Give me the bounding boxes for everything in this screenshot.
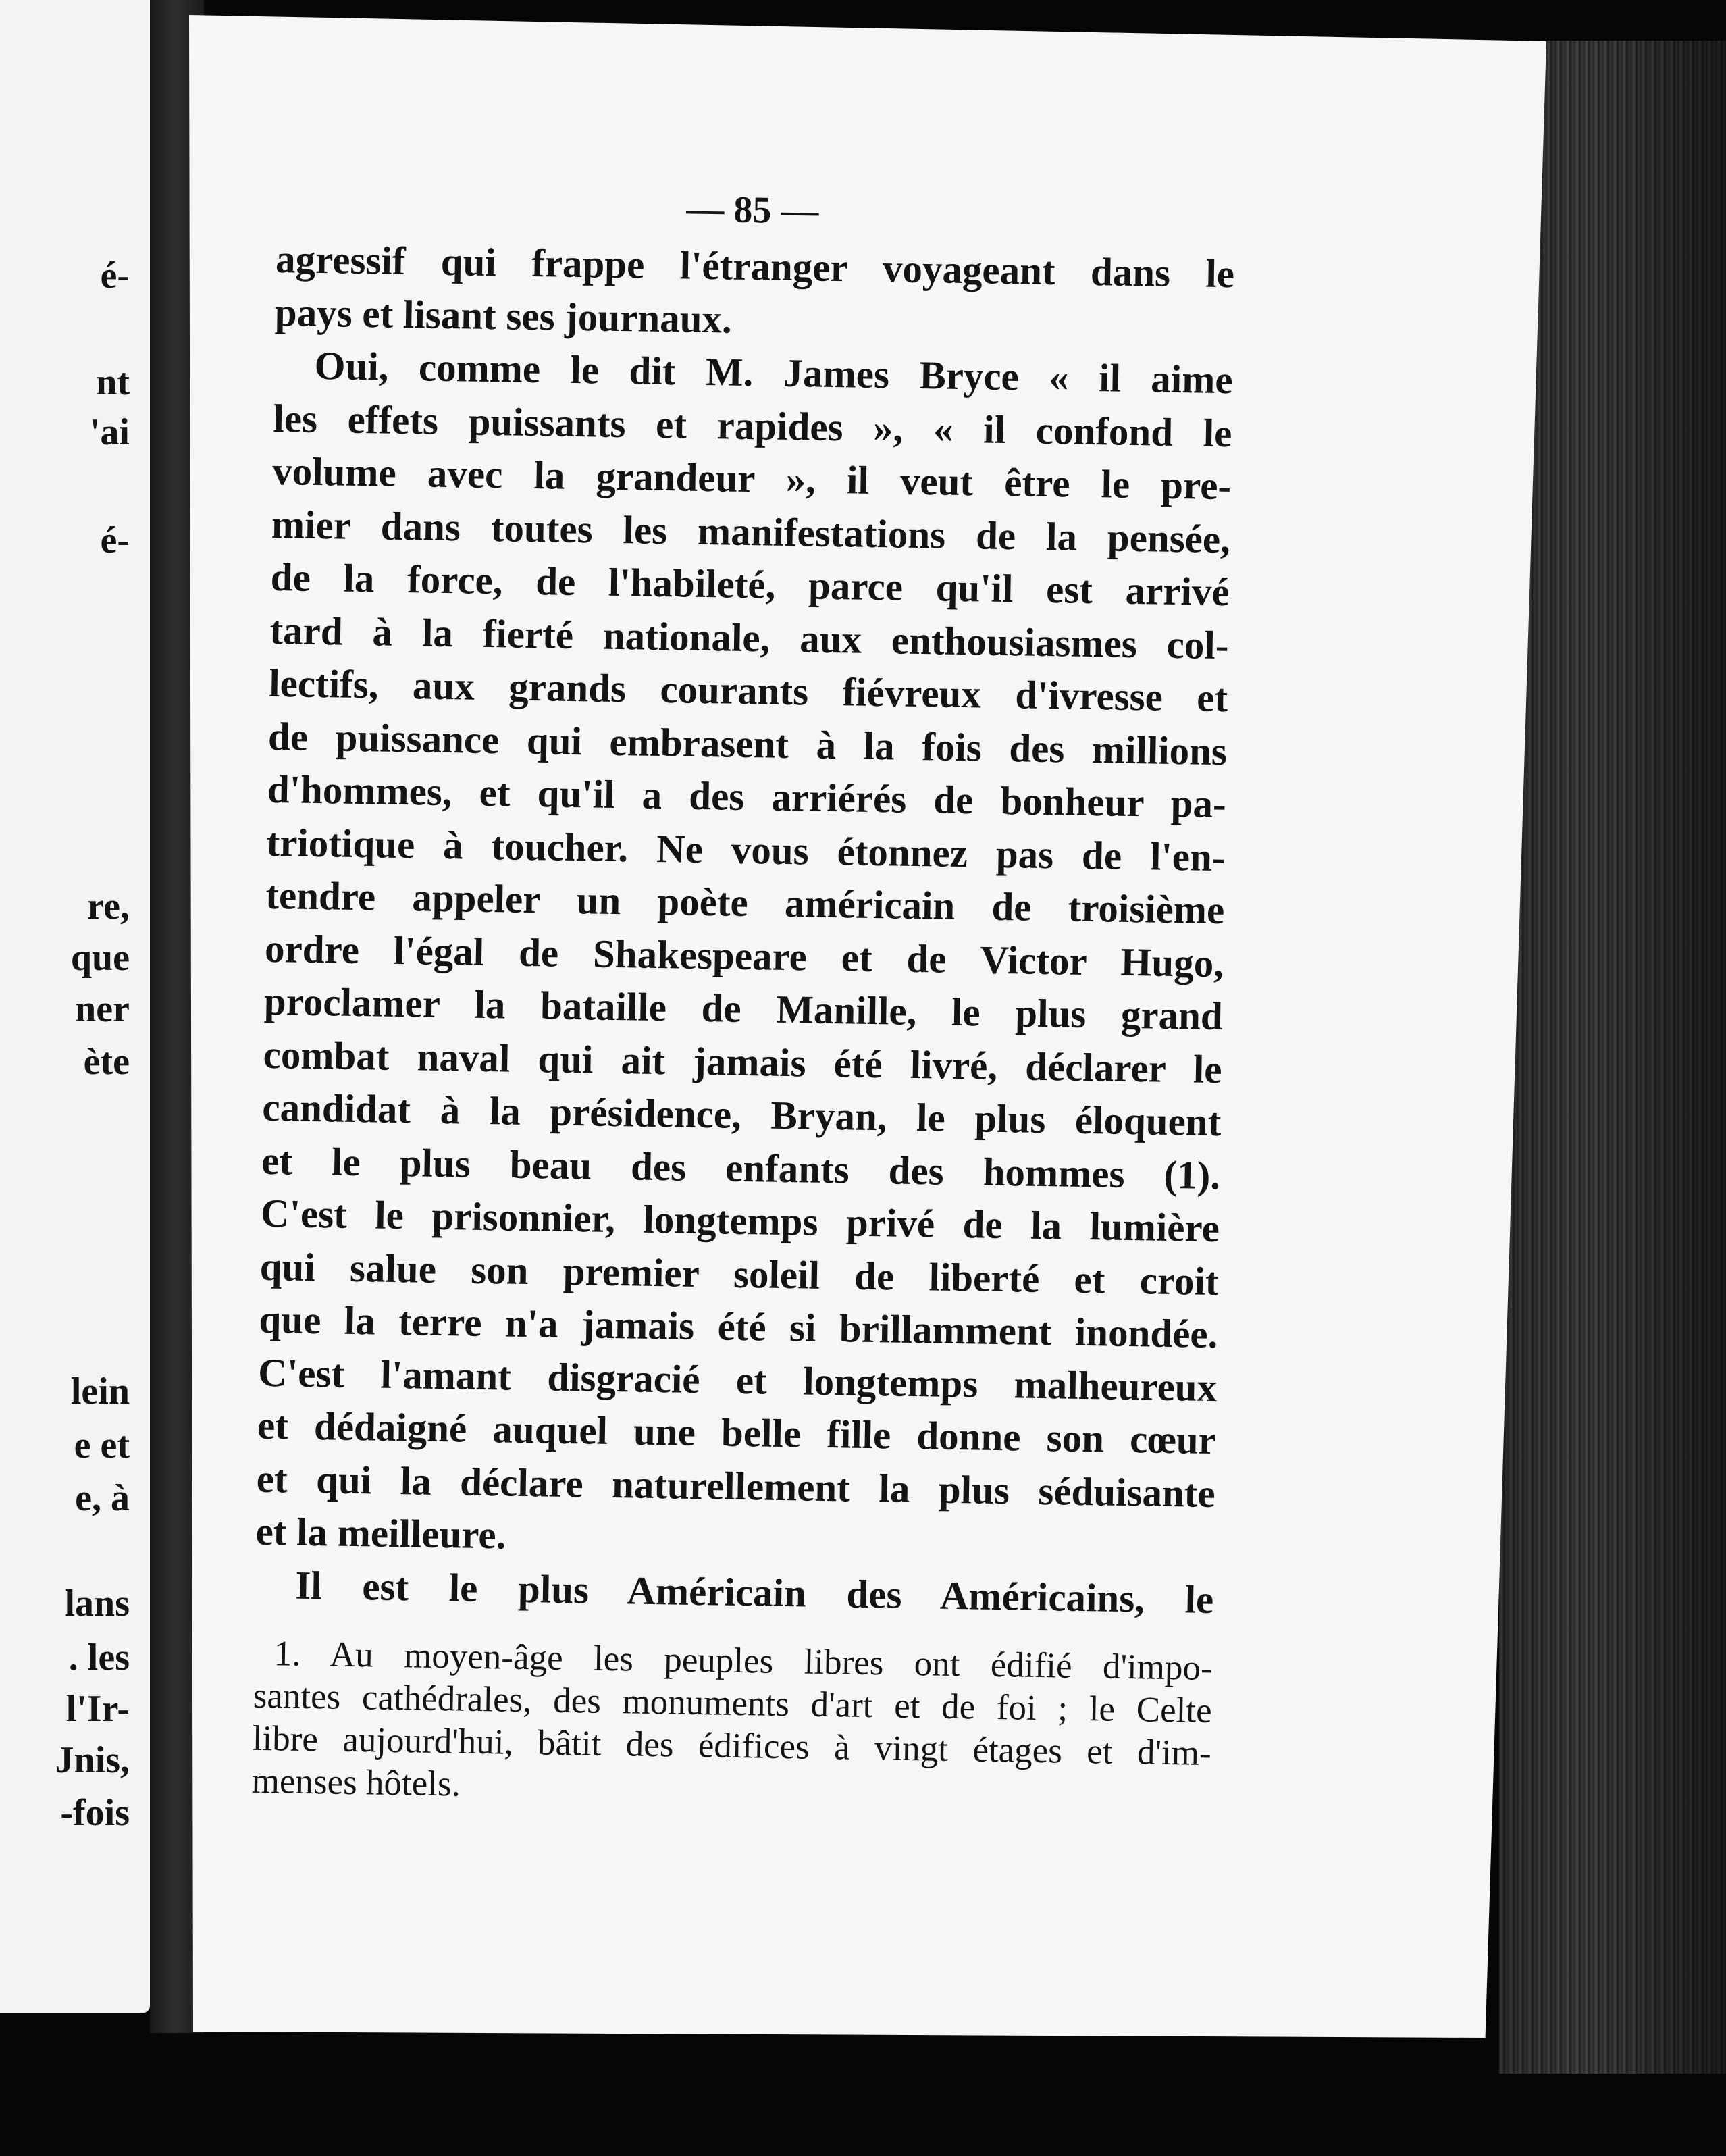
previous-page-fragment: . les <box>68 1637 130 1678</box>
text-line: lectifs, aux grands courants fiévreux d'ivresse et <box>268 660 1228 721</box>
text-line: Il est le plus Américain des Américains, le <box>294 1562 1214 1622</box>
text-line: et la meilleure. <box>255 1508 506 1558</box>
previous-page <box>0 0 150 2013</box>
text-line: combat naval qui ait jamais été livré, déclarer le <box>263 1031 1223 1092</box>
previous-page-fragment: é- <box>100 519 130 561</box>
text-line: volume avec la grandeur », il veut être le pre- <box>271 448 1232 509</box>
footnote-line: libre aujourd'hui, bâtit des édifices à vingt étages et d'im- <box>252 1718 1212 1774</box>
text-line: et le plus beau des enfants des hommes (1). <box>261 1137 1221 1198</box>
previous-page-fragment: ète <box>83 1041 130 1083</box>
text-line: d'hommes, et qu'il a des arriérés de bonheur pa- <box>267 766 1227 827</box>
text-line: et qui la déclare naturellement la plus séduisante <box>256 1456 1216 1516</box>
previous-page-fragment: re, <box>87 886 130 927</box>
previous-page-fragment: 'ai <box>89 411 130 453</box>
previous-page-fragment: é- <box>100 255 130 297</box>
footnote-line: 1. Au moyen-âge les peuples libres ont édifié d'impo- <box>273 1634 1213 1689</box>
previous-page-fragment: Jnis, <box>55 1739 130 1781</box>
text-line: C'est l'amant disgracié et longtemps malheureux <box>257 1350 1218 1410</box>
text-line: que la terre n'a jamais été si brillamment inondée. <box>259 1296 1218 1357</box>
text-line: proclamer la bataille de Manille, le plus grand <box>263 978 1224 1039</box>
previous-page-fragment: -fois <box>60 1792 130 1834</box>
text-line: de puissance qui embrasent à la fois des millions <box>267 713 1228 773</box>
previous-page-fragment: e et <box>74 1424 130 1466</box>
text-line: les effets puissants et rapides », « il confond le <box>273 395 1232 455</box>
previous-page-fragment: nt <box>96 361 130 403</box>
text-line: et dédaigné auquel une belle fille donne son cœur <box>257 1402 1217 1463</box>
previous-page-fragment: l'Ir- <box>66 1688 130 1730</box>
page-text-block <box>251 182 1236 1818</box>
footnote <box>251 1633 1213 1818</box>
text-line: C'est le prisonnier, longtemps privé de la lumière <box>260 1190 1220 1251</box>
text-line: Oui, comme le dit M. James Bryce « il aime <box>314 342 1234 403</box>
text-line: pays et lisant ses journaux. <box>274 289 733 342</box>
text-line: qui salue son premier soleil de liberté et croit <box>259 1243 1220 1304</box>
text-line: candidat à la présidence, Bryan, le plus éloquent <box>261 1084 1222 1145</box>
text-line: de la force, de l'habileté, parce qu'il est arrivé <box>270 554 1230 615</box>
footnote-line: menses hôtels. <box>251 1761 461 1804</box>
text-line: triotique à toucher. Ne vous étonnez pas de l'en- <box>266 819 1226 879</box>
previous-page-fragment: que <box>70 937 130 979</box>
previous-page-fragment: lans <box>64 1583 130 1624</box>
text-line: mier dans toutes les manifestations de la pensée, <box>271 501 1231 561</box>
previous-page-fragment: ner <box>75 988 130 1030</box>
page-number: — 85 — <box>685 188 819 232</box>
previous-page-fragment: e, à <box>75 1477 130 1519</box>
text-line: tard à la fierté nationale, aux enthousiasmes col- <box>269 607 1229 667</box>
text-line: agressif qui frappe l'étranger voyageant dans le <box>275 236 1235 297</box>
previous-page-fragment: lein <box>70 1370 130 1412</box>
text-line: ordre l'égal de Shakespeare et de Victor Hugo, <box>264 925 1224 985</box>
text-line: tendre appeler un poète américain de troisième <box>265 872 1225 933</box>
footnote-line: santes cathédrales, des monuments d'art et de foi ; le Celte <box>253 1676 1213 1731</box>
